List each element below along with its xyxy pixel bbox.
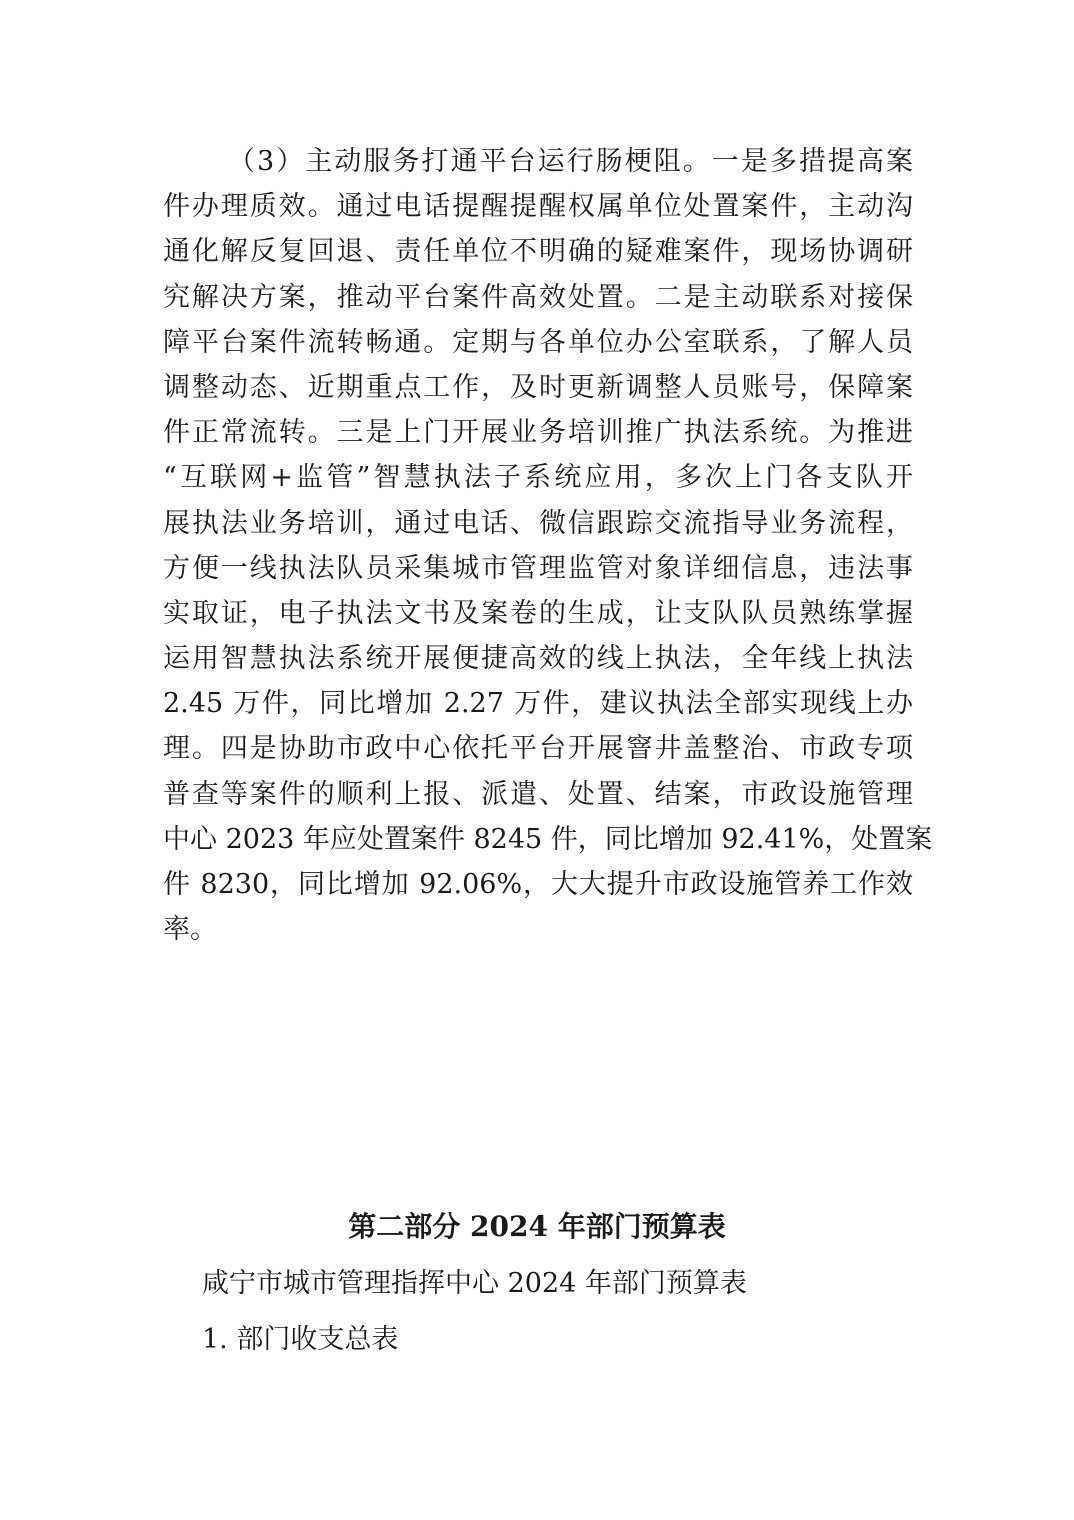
paragraph-line: 理。四是协助市政中心依托平台开展窨井盖整治、市政专项 xyxy=(163,733,913,765)
paragraph-line: 2.45 万件，同比增加 2.27 万件，建议执法全部实现线上办 xyxy=(163,688,913,720)
paragraph-line: “互联网+监管”智慧执法子系统应用，多次上门各支队开 xyxy=(163,462,913,494)
paragraph-line: 展执法业务培训，通过电话、微信跟踪交流指导业务流程， xyxy=(163,507,913,539)
paragraph-line: 中心 2023 年应处置案件 8245 件，同比增加 92.41%，处置案 xyxy=(163,823,933,855)
paragraph-line: 件办理质效。通过电话提醒提醒权属单位处置案件，主动沟 xyxy=(163,191,913,223)
section-title: 第二部分 2024 年部门预算表 xyxy=(348,1210,726,1243)
paragraph-line: 普查等案件的顺利上报、派遣、处置、结案，市政设施管理 xyxy=(163,778,913,810)
paragraph-line: （3）主动服务打通平台运行肠梗阻。一是多措提高案 xyxy=(228,146,913,177)
paragraph-line: 调整动态、近期重点工作，及时更新调整人员账号，保障案 xyxy=(163,371,913,403)
paragraph-line: 运用智慧执法系统开展便捷高效的线上执法，全年线上执法 xyxy=(163,643,913,675)
list-item: 1. 部门收支总表 xyxy=(202,1324,399,1355)
paragraph-line: 件 8230，同比增加 92.06%，大大提升市政设施管养工作效 xyxy=(163,869,913,900)
paragraph-line: 率。 xyxy=(163,914,217,946)
body-paragraph xyxy=(163,139,933,952)
paragraph-line: 障平台案件流转畅通。定期与各单位办公室联系，了解人员 xyxy=(163,326,913,358)
paragraph-line: 实取证，电子执法文书及案卷的生成，让支队队员熟练掌握 xyxy=(163,597,913,629)
section-subtitle: 咸宁市城市管理指挥中心 2024 年部门预算表 xyxy=(202,1268,747,1299)
paragraph-line: 方便一线执法队员采集城市管理监管对象详细信息，违法事 xyxy=(163,552,913,584)
paragraph-line: 件正常流转。三是上门开展业务培训推广执法系统。为推进 xyxy=(163,417,913,449)
paragraph-line: 究解决方案，推动平台案件高效处置。二是主动联系对接保 xyxy=(163,281,913,313)
paragraph-line: 通化解反复回退、责任单位不明确的疑难案件，现场协调研 xyxy=(163,236,913,268)
